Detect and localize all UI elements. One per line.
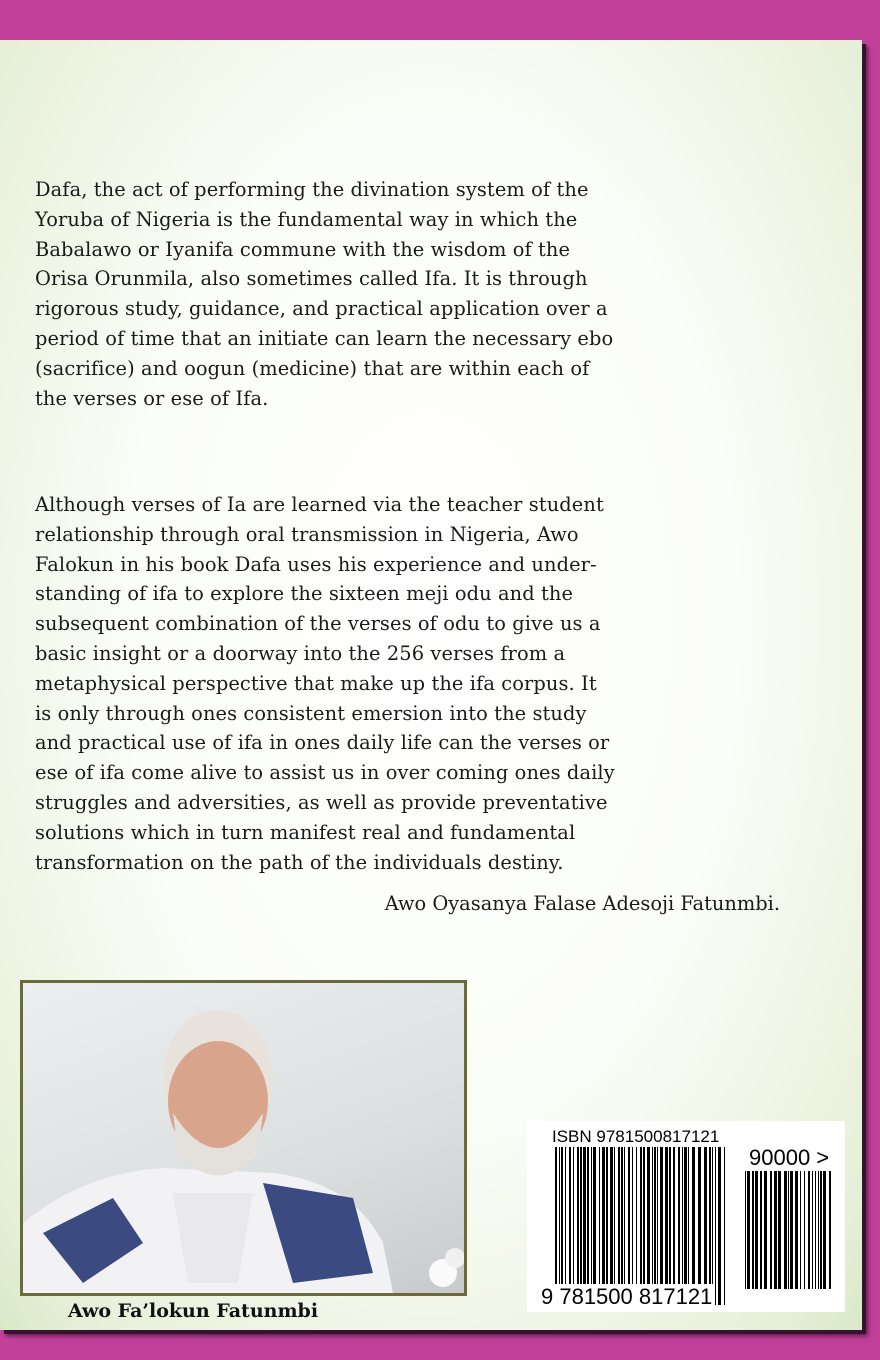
barcode-bar [673,1147,675,1305]
text-line: relationship through oral transmission in Nigeria, Awo [35,522,579,546]
barcode-bar [569,1147,571,1305]
barcode-bar [678,1147,680,1305]
barcode-bar [745,1171,746,1289]
barcode-bar [610,1147,613,1305]
barcode-bar [760,1171,762,1289]
barcode-bar [724,1147,725,1305]
barcode-bar [657,1147,658,1305]
barcode-bar [800,1171,801,1289]
description-paragraph-2 [35,490,615,877]
barcode-bar [602,1147,605,1305]
barcode-bar [698,1147,701,1305]
barcode-bar [654,1147,656,1305]
barcode-bar [808,1171,810,1289]
barcode-bar [795,1171,798,1289]
text-line: Dafa, the act of performing the divination system of the [35,178,589,201]
barcode-bar [643,1147,645,1305]
barcode-bar [812,1171,813,1289]
isbn-barcode [527,1121,845,1312]
barcode-bar [628,1147,630,1305]
barcode-bar [614,1147,615,1305]
barcode-bar [660,1147,663,1305]
barcode-bar [747,1171,750,1289]
signature: Awo Oyasanya Falase Adesoji Fatunmbi. [384,892,780,915]
barcode-bar [790,1171,793,1289]
barcode-bar [632,1147,633,1305]
text-line: Orisa Orunmila, also sometimes called Ifa. It is through [35,267,588,291]
barcode-bar [718,1147,721,1305]
barcode-bar [577,1147,579,1305]
barcode-bar [599,1147,600,1305]
text-line: and practical use of ifa in ones daily life can the verses or [35,731,610,755]
barcode-bar [804,1171,805,1289]
barcode-bar [815,1171,816,1289]
text-line: standing of ifa to explore the sixteen meji odu and the [35,582,574,606]
barcode-bar [665,1147,668,1305]
barcode-bar [593,1147,596,1305]
barcode-bar [692,1147,695,1305]
barcode-bar [770,1171,772,1289]
barcode-bar [752,1171,754,1289]
barcode-bar [823,1171,826,1289]
barcode-bar [606,1147,608,1305]
barcode-bar [621,1147,623,1305]
author-photo [20,980,467,1296]
barcode-bar [618,1147,620,1305]
text-line: struggles and adversities, as well as provide preventative [35,790,608,814]
barcode-bar [688,1147,689,1305]
text-line: metaphysical perspective that make up the ifa corpus. It [35,671,597,695]
barcode-bar [652,1147,653,1305]
text-line: Although verses of Ia are learned via the teacher student [35,493,604,516]
barcode-bar [755,1171,758,1289]
barcode-bar [764,1171,767,1289]
barcode-bar [669,1147,671,1305]
text-line: transformation on the path of the individuals destiny. [35,850,564,874]
barcode-bar [565,1147,566,1305]
barcode-bar [784,1171,787,1289]
price-addon-label: 90000 > [749,1145,830,1170]
text-line: subsequent combination of the verses of odu to give us a [35,612,601,636]
description-paragraph-1 [35,175,613,413]
barcode-bar [647,1147,650,1305]
barcode-bar [573,1147,574,1305]
barcode-bar [788,1171,789,1289]
barcode-bar [820,1171,822,1289]
author-photo-caption: Awo Fa’lokun Fatunmbi [68,1300,319,1322]
barcode-bar [829,1171,831,1289]
isbn-label: ISBN 9781500817121 [552,1127,720,1146]
barcode-bar [559,1147,560,1305]
barcode-bar [580,1147,582,1305]
ean-barcode-bars [555,1147,727,1305]
barcode-bar [682,1147,683,1305]
barcode-bar [712,1147,713,1305]
barcode-bar [818,1171,819,1289]
text-line: period of time that an initiate can learn the necessary ebo [35,326,614,350]
isbn-digits: 9 781500 817121 [541,1284,713,1309]
barcode-bar [684,1147,687,1305]
barcode-bar [561,1147,563,1305]
barcode-bar [591,1147,592,1305]
barcode-bar [715,1147,716,1305]
text-line: basic insight or a doorway into the 256 verses from a [35,641,566,665]
text-line: solutions which in turn manifest real and fundamental [35,820,576,844]
barcode-bar [709,1147,711,1305]
barcode-bar [583,1147,586,1305]
text-line: Babalawo or Iyanifa commune with the wisdom of the [35,237,571,261]
barcode-bar [555,1147,557,1305]
text-line: Falokun in his book Dafa uses his experience and under- [35,552,597,576]
author-portrait-image [23,983,464,1293]
barcode-bar [778,1171,781,1289]
barcode-bar [587,1147,589,1305]
barcode-bar [704,1147,707,1305]
barcode-bar [624,1147,625,1305]
text-line: ese of ifa come alive to assist us in over coming ones daily [35,761,615,785]
text-line: is only through ones consistent emersion into the study [35,701,587,725]
barcode-bar [640,1147,642,1305]
text-line: the verses or ese of Ifa. [35,386,269,410]
text-line: rigorous study, guidance, and practical application over a [35,297,608,321]
addon-barcode-bars [745,1171,832,1289]
text-line: (sacrifice) and oogun (medicine) that are within each of [35,356,590,380]
barcode-bar [636,1147,637,1305]
text-line: Yoruba of Nigeria is the fundamental way in which the [35,207,578,231]
barcode-bar [774,1171,777,1289]
